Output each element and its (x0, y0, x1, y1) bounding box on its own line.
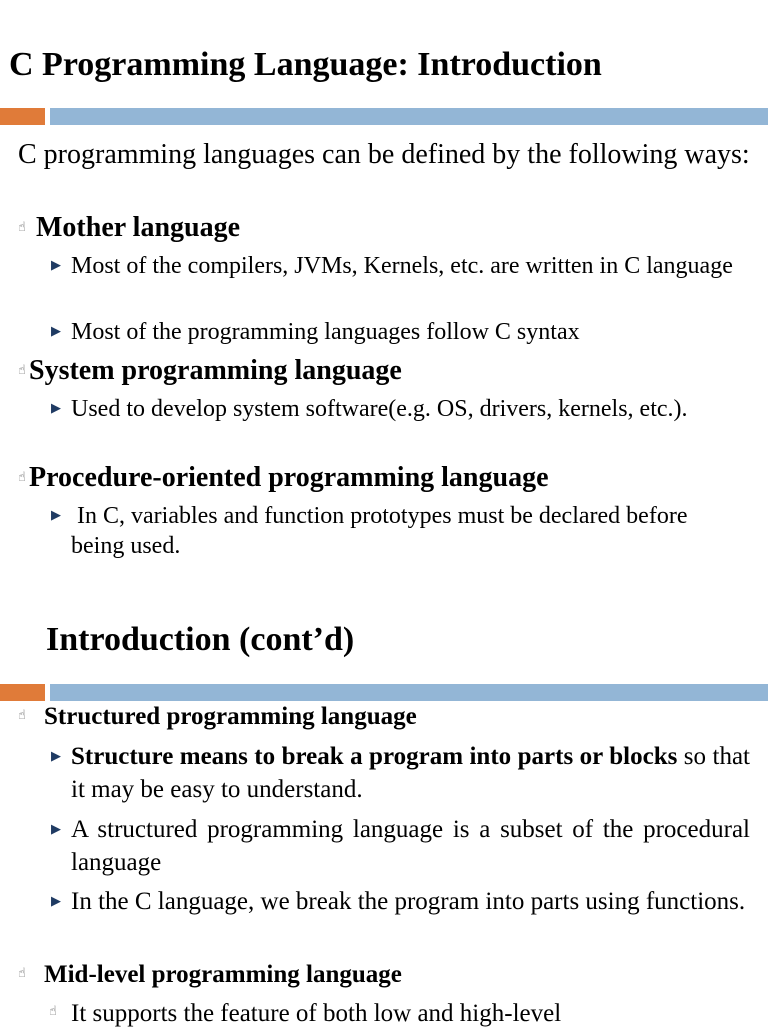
slide1-intro: C programming languages can be defined by the following ways: (18, 139, 750, 170)
section-heading-system-programming: System programming language (29, 355, 402, 386)
triangle-right-icon: ▶ (51, 401, 61, 416)
bullet-text: Most of the programming languages follow C syntax (71, 319, 580, 345)
triangle-right-icon: ▶ (51, 508, 61, 523)
slide1-title: C Programming Language: Introduction (9, 46, 602, 83)
section-heading-mother-language: Mother language (36, 212, 241, 243)
hand-pointer-icon: ☝ (18, 363, 26, 378)
hand-pointer-icon: ☝ (18, 708, 26, 723)
title-underline-orange (0, 684, 45, 701)
title-underline-blue (50, 684, 768, 701)
triangle-right-icon: ▶ (51, 258, 61, 273)
section-heading-procedure-oriented: Procedure-oriented programming language (29, 462, 549, 493)
title-underline-blue (50, 108, 768, 125)
hand-pointer-icon: ☝ (18, 470, 26, 485)
bullet-text: In the C language, we break the program into parts using functions. (71, 888, 746, 915)
triangle-right-icon: ▶ (51, 894, 61, 909)
bullet-text (71, 740, 750, 806)
triangle-right-icon: ▶ (51, 749, 61, 764)
bullet-bold-text: Structure means to break a program into parts or blocks (71, 743, 678, 770)
hand-pointer-icon: ☝ (18, 966, 26, 981)
hand-pointer-icon: ☝ (18, 220, 26, 235)
section-heading-structured: Structured programming language (44, 703, 417, 730)
bullet-text: Most of the compilers, JVMs, Kernels, etc. are written in C language (71, 253, 733, 279)
triangle-right-icon: ▶ (51, 822, 61, 837)
title-underline-orange (0, 108, 45, 125)
section-heading-mid-level: Mid-level programming language (44, 961, 402, 988)
triangle-right-icon: ▶ (51, 324, 61, 339)
bullet-text: A structured programming language is a subset of the procedural language (71, 816, 750, 876)
slide2-title: Introduction (cont’d) (46, 621, 355, 658)
bullet-rest-text: so that it may be easy to understand. (71, 743, 750, 803)
hand-pointer-icon: ☝ (49, 1004, 57, 1019)
bullet-text: In C, variables and function prototypes must be declared before being used. (71, 503, 694, 559)
bullet-text: It supports the feature of both low and high-level (71, 1000, 562, 1027)
bullet-text: Used to develop system software(e.g. OS, drivers, kernels, etc.). (71, 396, 688, 422)
